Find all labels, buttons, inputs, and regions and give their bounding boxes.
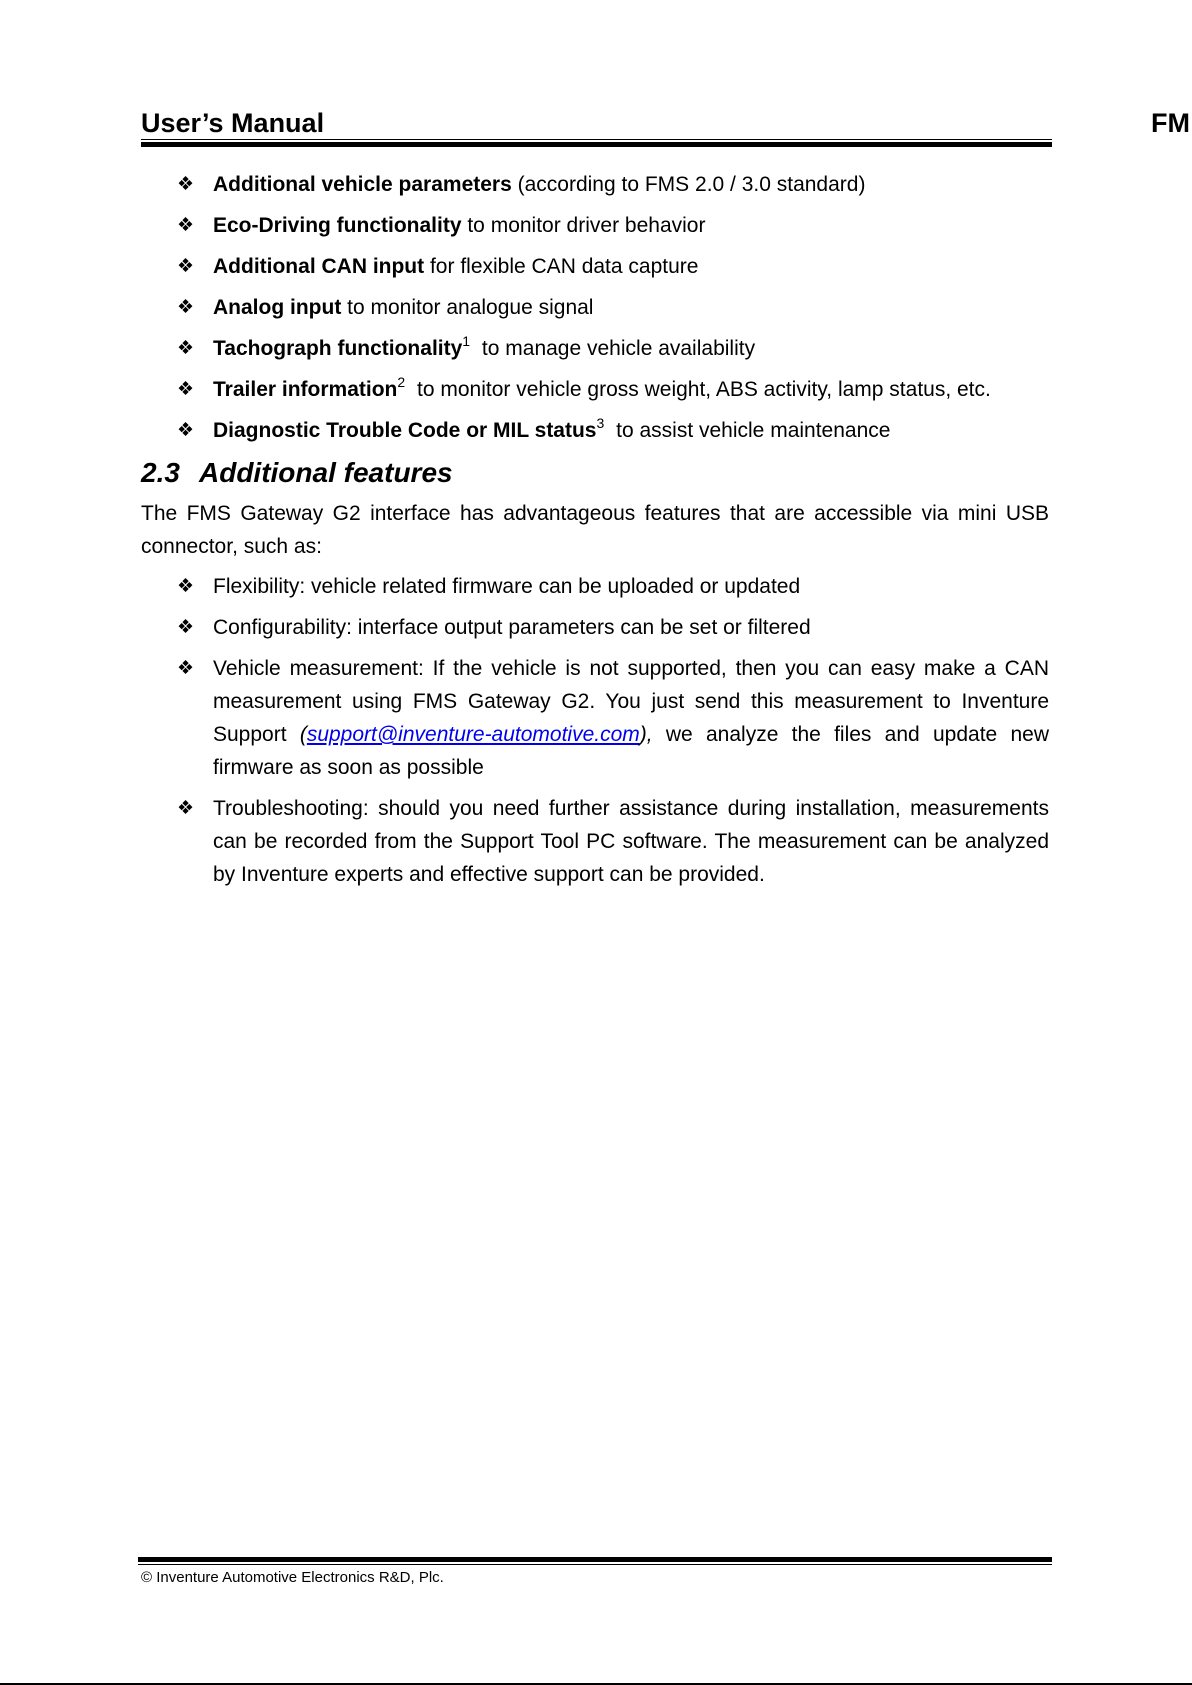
feature-name: Eco-Driving functionality xyxy=(213,214,462,237)
header-product-name: FM xyxy=(1151,108,1190,138)
list-item-text: Configurability: interface output parameters can be set or filtered xyxy=(213,616,811,639)
list-item xyxy=(141,332,1049,365)
feature-name: Additional CAN input xyxy=(213,255,425,278)
feature-description: to monitor analogue signal xyxy=(341,296,594,319)
page-content xyxy=(141,168,1049,899)
feature-name: Analog input xyxy=(213,296,342,319)
diamond-bullet-icon: ❖ xyxy=(177,338,195,359)
list-item xyxy=(141,373,1049,406)
document-title: User’s Manual xyxy=(141,108,325,138)
diamond-bullet-icon: ❖ xyxy=(177,256,195,277)
feature-name: Tachograph functionality xyxy=(213,337,463,360)
support-email-link[interactable]: support@inventure-automotive.com xyxy=(306,723,640,746)
page-header xyxy=(141,104,1192,144)
feature-description: (according to FMS 2.0 / 3.0 standard) xyxy=(511,173,866,196)
list-item xyxy=(141,209,1049,242)
list-item xyxy=(141,414,1049,447)
list-item xyxy=(141,570,1049,603)
diamond-bullet-icon: ❖ xyxy=(177,420,195,441)
footnote-marker[interactable]: 1 xyxy=(462,333,471,349)
feature-description: for flexible CAN data capture xyxy=(424,255,699,278)
section-title: Additional features xyxy=(199,457,453,488)
list-item xyxy=(141,291,1049,324)
list-item xyxy=(141,168,1049,201)
feature-name: Trailer information xyxy=(213,378,398,401)
header-divider-thick xyxy=(141,142,1052,147)
feature-description: to assist vehicle maintenance xyxy=(610,419,891,442)
section-heading xyxy=(141,455,1049,491)
section-intro: The FMS Gateway G2 interface has advantageous features that are accessible via mini USB connector, such as: xyxy=(141,502,1049,558)
header-divider-thin xyxy=(141,139,1052,140)
diamond-bullet-icon: ❖ xyxy=(177,576,195,597)
diamond-bullet-icon: ❖ xyxy=(177,617,195,638)
diamond-bullet-icon: ❖ xyxy=(177,297,195,318)
feature-list xyxy=(141,168,1049,447)
list-item-text: Troubleshooting: should you need further assistance during installation, measurements can be recorded from the Support Tool PC software. The measurement can be analyzed by Inventure experts and effective support can be provided. xyxy=(213,797,1049,886)
paren-open: ( xyxy=(299,723,307,746)
diamond-bullet-icon: ❖ xyxy=(177,215,195,236)
list-item-text-continued: we analyze the files and update new firmware as soon as possible xyxy=(213,723,1049,779)
feature-description: to manage vehicle availability xyxy=(476,337,756,360)
list-item xyxy=(141,250,1049,283)
feature-name: Additional vehicle parameters xyxy=(213,173,512,196)
feature-description: to monitor driver behavior xyxy=(461,214,706,237)
list-item xyxy=(141,652,1049,784)
diamond-bullet-icon: ❖ xyxy=(177,658,195,679)
footer-divider-thick xyxy=(138,1557,1052,1562)
footer-copyright: © Inventure Automotive Electronics R&D, Plc. xyxy=(141,1569,444,1586)
diamond-bullet-icon: ❖ xyxy=(177,379,195,400)
section-number: 2.3 xyxy=(141,457,180,488)
footnote-marker[interactable]: 3 xyxy=(596,415,605,431)
paren-close: ), xyxy=(639,723,653,746)
feature-name: Diagnostic Trouble Code or MIL status xyxy=(213,419,597,442)
footnote-marker[interactable]: 2 xyxy=(397,374,406,390)
list-item-text: Flexibility: vehicle related firmware can be uploaded or updated xyxy=(213,575,801,598)
diamond-bullet-icon: ❖ xyxy=(177,798,195,819)
list-item-text: Vehicle measurement: If the vehicle is not supported, then you can easy make a CAN measurement using FMS Gateway G2. You just send this measurement to Inventure Support xyxy=(213,657,1049,746)
feature-description: to monitor vehicle gross weight, ABS activity, lamp status, etc. xyxy=(411,378,991,401)
additional-features-list xyxy=(141,570,1049,891)
list-item xyxy=(141,611,1049,644)
list-item xyxy=(141,792,1049,891)
footer-divider-thin xyxy=(138,1564,1052,1565)
diamond-bullet-icon: ❖ xyxy=(177,174,195,195)
